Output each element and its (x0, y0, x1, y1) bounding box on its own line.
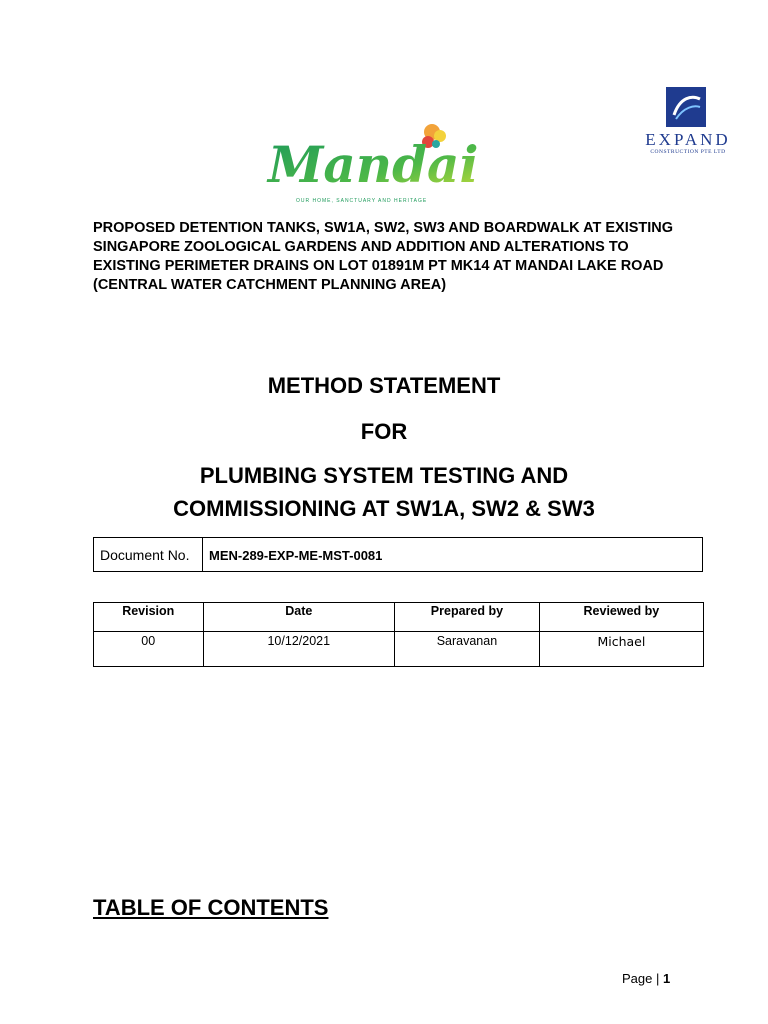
document-number-cell (203, 538, 703, 572)
heading-subject-line2: COMMISSIONING AT SW1A, SW2 & SW3 (173, 496, 595, 521)
header-reviewed-by: Reviewed by (539, 603, 703, 632)
heading-subject-line1: PLUMBING SYSTEM TESTING AND (199, 463, 569, 488)
document-number-table (93, 537, 703, 572)
cell-prepared-by: Saravanan (395, 632, 540, 667)
revision-table (93, 602, 704, 667)
header-prepared-by: Prepared by (395, 603, 540, 632)
table-of-contents-heading: TABLE OF CONTENTS (93, 895, 329, 920)
header-revision: Revision (94, 603, 204, 632)
heading-subject (0, 459, 768, 525)
revision-header-row (94, 603, 704, 632)
cell-date: 10/12/2021 (203, 632, 395, 667)
document-number-row (94, 538, 703, 572)
mandai-wordmark: Mandai (268, 135, 479, 194)
expand-swoosh-icon (666, 87, 706, 127)
header-date: Date (203, 603, 395, 632)
page-label: Page | (622, 971, 660, 986)
mandai-logo (266, 120, 479, 212)
heading-for: FOR (360, 419, 408, 444)
cell-reviewed-by: Michael (539, 632, 703, 667)
expand-company-name: EXPAND (645, 130, 731, 149)
page-number (622, 971, 670, 986)
expand-emblem-icon (666, 87, 706, 127)
mandai-tagline: OUR HOME, SANCTUARY AND HERITAGE (296, 198, 428, 204)
heading-method-statement: METHOD STATEMENT (267, 373, 501, 398)
expand-company-subtitle: CONSTRUCTION PTE LTD (650, 149, 726, 155)
cell-revision: 00 (94, 632, 204, 667)
page-number-value: 1 (662, 971, 671, 986)
project-title: PROPOSED DETENTION TANKS, SW1A, SW2, SW3 AND BOARDWALK AT EXISTING SINGAPORE ZOOLOGICAL GARDENS AND ADDITION AND ALTERATIONS TO EXISTING PERIMETER DRAINS ON LOT 01891M PT MK14 AT MANDAI LAKE ROAD (CENTRAL WATER CATCHMENT PLANNING AREA) (93, 220, 674, 293)
document-number-value: MEN-289-EXP-ME-MST-0081 (209, 547, 383, 563)
mandai-logo-art (266, 120, 479, 212)
table-row (94, 632, 704, 667)
document-number-label: Document No. (94, 538, 203, 572)
